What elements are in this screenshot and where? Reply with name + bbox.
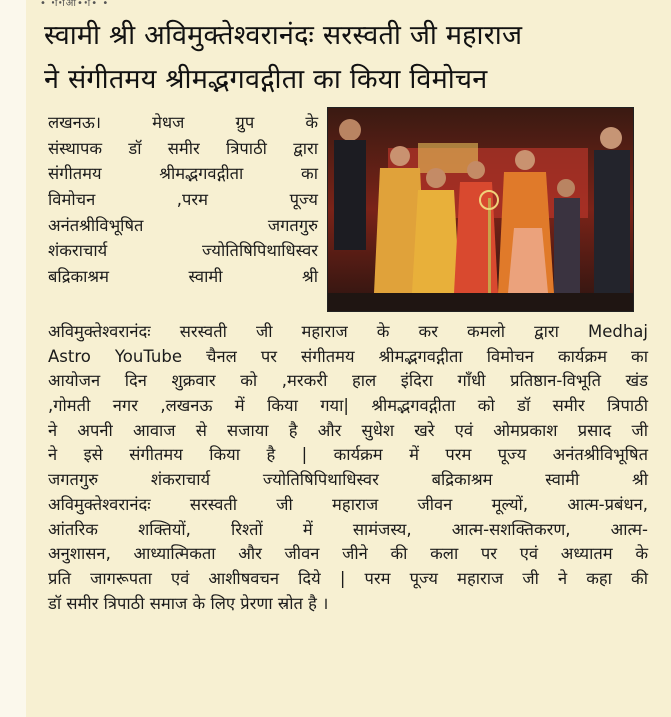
text-line: ने इसे संगीतमय किया है | कार्यक्रम में परम पूज्य अनंतश्रीविभूषित [48,445,648,465]
event-photo [327,107,634,312]
headline [44,14,664,102]
text-line: आंतरिक शक्तियों, रिश्तों में सामंजस्य, आत्म-सशक्तिकरण, आत्म- [48,519,648,539]
text-line: शंकराचार्य ज्योतिषिपिथाधिस्वर [48,241,318,261]
text-line: डॉ समीर त्रिपाठी समाज के लिए प्रेरणा स्रोत है । [48,593,329,613]
headline-line-1: स्वामी श्री अविमुक्तेश्वरानंदः सरस्वती जी महाराज [44,20,523,51]
text-line: अविमुक्तेश्वरानंदः सरस्वती जी महाराज के कर कमलो द्वारा Medhaj [48,322,648,341]
text-line: अविमुक्तेश्वरानंदः सरस्वती जी महाराज जीवन मूल्यों, आत्म-प्रबंधन, [48,494,648,514]
text-line: अनंतश्रीविभूषित जगतगुरु [48,215,318,235]
text-line: ने अपनी आवाज से सजाया है और सुधेश खरे एवं ओमप्रकाश प्रसाद जी [48,420,648,440]
headline-line-2: ने संगीतमय श्रीमद्भगवद्गीता का किया विमोचन [44,64,488,95]
text-line: अनुशासन, आध्यात्मिकता और जीवन जीने की कला पर एवं अध्यातम के [48,544,648,564]
page-margin [0,0,26,717]
article-body-text [48,320,648,616]
text-line: आयोजन दिन शुक्रवार को ,मरकरी हाल इंदिरा गाँधी प्रतिष्ठान-विभूति खंड [48,371,648,391]
event-photo-illustration [328,108,633,311]
cropped-header-text: • •ा•ाआ••ा• • [40,0,110,9]
text-line: बद्रिकाश्रम स्वामी श्री [48,267,318,287]
text-line: जगतगुरु शंकराचार्य ज्योतिषिपिथाधिस्वर बद्रिकाश्रम स्वामी श्री [48,470,648,490]
text-line: विमोचन ,परम पूज्य [48,190,318,210]
text-line: प्रति जागरूपता एवं आशीषवचन दिये | परम पूज्य महाराज जी ने कहा की [48,568,648,588]
text-line: संगीतमय श्रीमद्भगवद्गीता का [48,164,318,184]
text-line: ,गोमती नगर ,लखनऊ में किया गया| श्रीमद्भगवद्गीता को डॉ समीर त्रिपाठी [48,396,648,416]
text-line: संस्थापक डॉ समीर त्रिपाठी द्वारा [48,138,318,158]
article-column-text [48,110,318,290]
text-line: लखनऊ। मेधज ग्रुप के [48,113,318,132]
text-line: Astro YouTube चैनल पर संगीतमय श्रीमद्भगवद्गीता विमोचन कार्यक्रम का [48,346,648,366]
